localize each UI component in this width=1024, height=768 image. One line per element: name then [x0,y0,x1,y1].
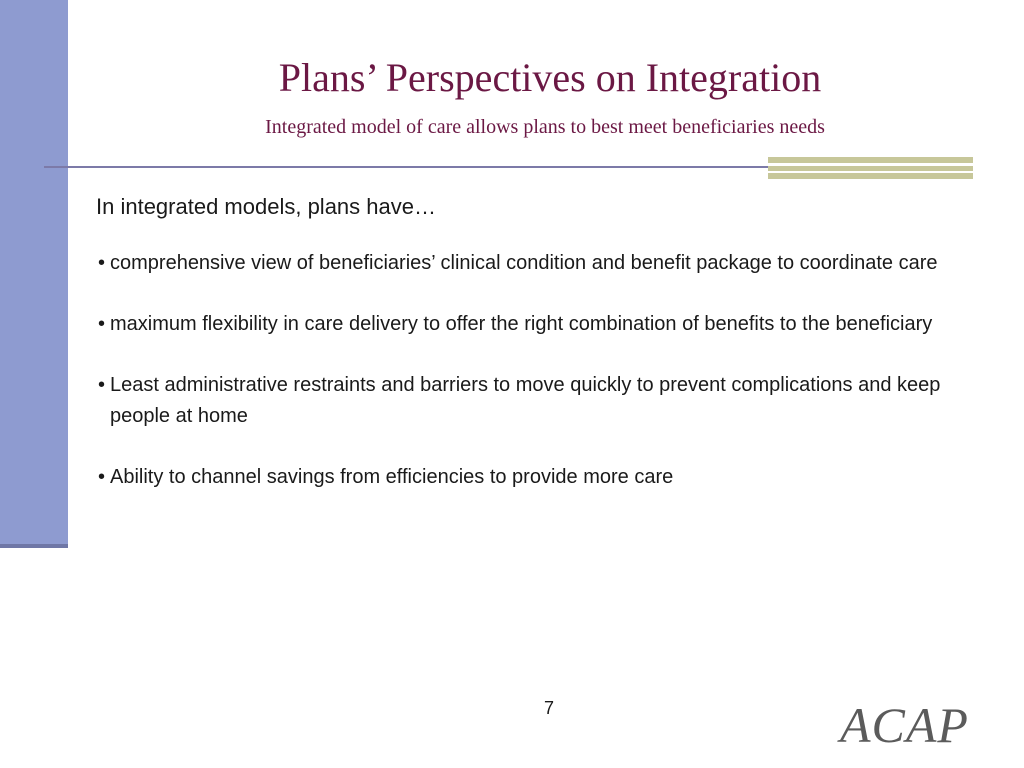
bullet-text: Ability to channel savings from efficiencies to provide more care [110,466,674,488]
bullet-icon: • [98,466,106,488]
side-accent-bar-shadow [0,544,68,548]
accent-stripes [768,157,973,179]
bullet-icon: • [98,313,106,335]
accent-stripe [768,166,973,171]
accent-stripe [768,157,973,163]
accent-stripe [768,173,973,179]
bullet-item [96,248,956,279]
acap-logo: ACAP [840,697,969,753]
bullet-item [96,370,956,432]
bullet-icon: • [98,252,106,274]
slide-title: Plans’ Perspectives on Integration [278,55,822,100]
side-accent-bar [0,0,68,548]
bullet-item [96,462,956,493]
page-number: 7 [543,698,554,718]
bullet-text: Least administrative restraints and barriers to move quickly to prevent complications and keep people at home [110,374,941,427]
slide-subtitle: Integrated model of care allows plans to best meet beneficiaries needs [265,116,825,138]
bullet-item [96,309,956,340]
bullet-text: maximum flexibility in care delivery to offer the right combination of benefits to the beneficiary [110,313,933,335]
slide-body [96,192,956,523]
bullet-text: comprehensive view of beneficiaries’ clinical condition and benefit package to coordinate care [110,252,938,274]
body-intro: In integrated models, plans have… [96,194,436,219]
bullet-icon: • [98,374,106,396]
